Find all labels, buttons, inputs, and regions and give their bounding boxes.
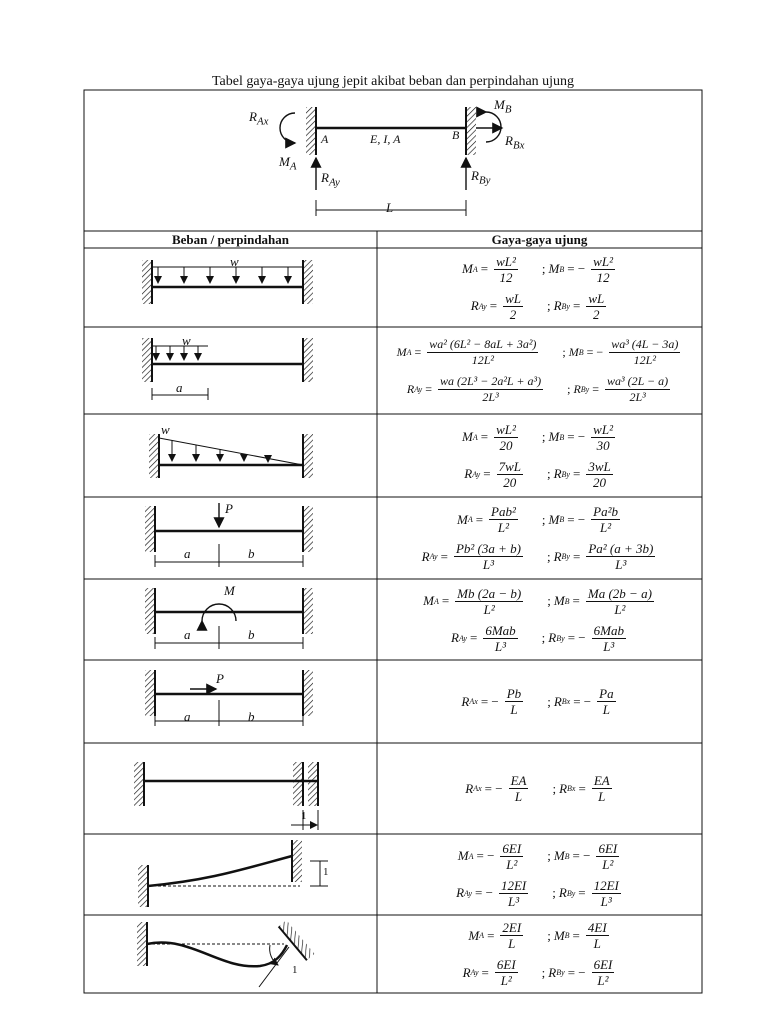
header-forces: Gaya-gaya ujung (491, 232, 588, 247)
formula-cell-axial-load (378, 661, 702, 742)
label-b: b (248, 546, 255, 561)
label-a: A (321, 132, 329, 146)
label-one: 1 (292, 964, 298, 976)
label-b: b (248, 709, 255, 724)
eq-rbx: ; R Bx = $\frac{EA}{L}$ (552, 773, 610, 804)
eq-rby: ; R By = − $\frac{6EI}{\text{L²}}$ (541, 957, 613, 988)
eq-rbx: ; R Bx = − $\frac{Pa}{L}$ (547, 686, 614, 717)
eq-ma: M A = $\frac{2EI}{L}$ (468, 920, 522, 951)
diagram-full-udl (142, 260, 313, 304)
label-m: M (224, 583, 235, 598)
eq-mb: ; M B = − $\frac{6EI}{\text{L²}}$ (547, 840, 618, 872)
label-one: 1 (323, 866, 329, 878)
eq-mb: ; M B = − $\frac{\text{wL²}}{12}$ (541, 253, 613, 285)
eq-rax: R Ax = − $\frac{EA}{L}$ (465, 773, 527, 804)
formula-cell-partial-udl (378, 328, 702, 413)
label-a: a (184, 546, 191, 561)
formula-cell-rotation (378, 916, 702, 992)
page-title: Tabel gaya-gaya ujung jepit akibat beban dan perpindahan ujung (211, 74, 575, 89)
eq-ma: M A = $\frac{Mb (2a - b)}{\text{L²}}$ (423, 585, 522, 617)
eq-rby: ; R By = $\frac{\text{Pa² (a + 3b)}}{\text{L³}}$ (546, 541, 654, 572)
diagram-axial-displacement (134, 762, 318, 830)
formula-cell-moment (378, 580, 702, 659)
label-a: a (184, 709, 191, 724)
eq-ma: M A = $\frac{\text{wL²}}{20}$ (462, 421, 516, 453)
label-mb: $M_B$ (494, 97, 512, 116)
eq-ray: R Ay = $\frac{wL}{2}$ (470, 290, 521, 322)
label-w: w (230, 254, 239, 269)
label-w: w (182, 333, 191, 348)
eq-ma: M A = − $\frac{6EI}{\text{L²}}$ (457, 840, 522, 872)
eq-ray: R Ay = − $\frac{12EI}{\text{L³}}$ (456, 877, 527, 909)
diagram-transverse-displacement (138, 840, 328, 907)
diagram-axial-load (145, 670, 313, 726)
label-b: B (452, 128, 460, 142)
formula-cell-full-udl (378, 249, 702, 326)
label-ray: $R_{Ay}$ (321, 170, 340, 189)
eq-ray: R Ay = $\frac{\text{Pb² (3a + b)}}{\text{L³}}$ (421, 541, 521, 572)
formula-cell-triangular (378, 415, 702, 496)
eq-ray: R Ay = $\frac{7wL}{20}$ (464, 458, 521, 490)
formula-cell-axial-displacement (378, 744, 702, 833)
label-w: w (161, 422, 170, 437)
eq-mb: ; M B = $\frac{Ma (2b - a)}{\text{L²}}$ (547, 585, 652, 617)
label-rby: $R_{By}$ (471, 168, 491, 187)
eq-rby: ; R By = $\frac{\text{wa³ (2L − a)}}{\text{2L³}}$ (567, 373, 669, 404)
formula-cell-point-load (378, 498, 702, 578)
label-rax: $R_{Ax}$ (249, 109, 269, 128)
eq-rby: ; R By = $\frac{12EI}{\text{L³}}$ (552, 877, 619, 909)
eq-mb: ; M B = − $\frac{\text{Pa²b}}{\text{L²}}$ (541, 504, 619, 535)
label-a: a (176, 380, 183, 395)
label-one: 1 (301, 810, 307, 822)
diagram-end-rotation (137, 920, 315, 987)
header-load: Beban / perpindahan (171, 232, 290, 247)
eq-ray: R Ay = $\frac{6EI}{\text{L²}}$ (462, 957, 516, 988)
eq-mb: ; M B = − $\frac{\text{wa³ (4L − 3a)}}{\text{12L²}}$ (562, 336, 679, 367)
diagram-partial-udl (142, 338, 313, 400)
label-a: a (184, 627, 191, 642)
eq-rby: ; R By = $\frac{3wL}{20}$ (546, 458, 611, 490)
eq-ray: R Ay = $\frac{\text{6Mab}}{\text{L³}}$ (451, 622, 516, 654)
label-b: b (248, 627, 255, 642)
eq-mb: ; M B = $\frac{4EI}{L}$ (547, 920, 607, 951)
label-p: P (216, 671, 224, 686)
label-p: P (225, 501, 233, 516)
eq-mb: ; M B = − $\frac{\text{wL²}}{30}$ (541, 421, 613, 453)
eq-rby: ; R By = $\frac{wL}{2}$ (546, 290, 605, 322)
label-l: L (386, 200, 394, 215)
eq-ma: M A = $\frac{\text{wa² (6L² − 8aL + 3a²)}}{\text{12L²}}$ (396, 336, 537, 367)
diagram-triangular-load (149, 434, 313, 478)
eq-rby: ; R By = − $\frac{\text{6Mab}}{\text{L³}}$ (541, 622, 624, 654)
label-eia: E, I, A (370, 132, 401, 146)
eq-ray: R Ay = $\frac{\text{wa (2L³ − 2a²L + a³)}}{\text{2L³}}$ (406, 373, 542, 404)
label-ma: $M_A$ (279, 154, 297, 173)
eq-ma: M A = $\frac{\text{Pab²}}{\text{L²}}$ (456, 504, 516, 535)
eq-ma: M A = $\frac{\text{wL²}}{12}$ (462, 253, 516, 285)
formula-cell-transverse-displacement (378, 835, 702, 914)
eq-rax: R Ax = − $\frac{Pb}{L}$ (461, 686, 522, 717)
label-rbx: $R_{Bx}$ (505, 133, 525, 152)
